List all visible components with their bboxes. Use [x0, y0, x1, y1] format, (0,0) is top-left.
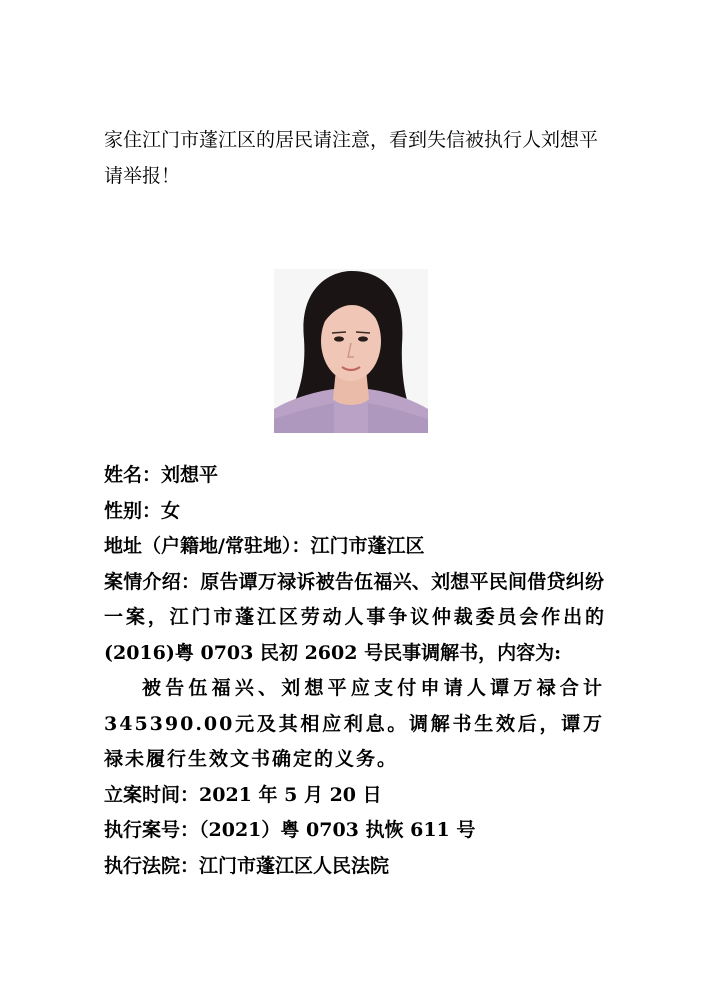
notice-text: 家住江门市蓬江区的居民请注意，看到失信被执行人刘想平请举报！ — [104, 129, 599, 187]
gender-row — [104, 494, 604, 530]
filing-value: 2021 年 5 月 20 日 — [199, 783, 382, 806]
case-intro: 原告谭万禄诉被告伍福兴、刘想平民间借贷纠纷一案，江门市蓬江区劳动人事争议仲裁委员会作出的(2016)粤 0703 民初 2602 号民事调解书，内容为: — [104, 570, 604, 664]
address-value: 江门市蓬江区 — [310, 535, 425, 557]
filing-row — [104, 778, 604, 814]
gender-label: 性别： — [104, 499, 162, 522]
case-no-value: （2021）粤 0703 执恢 611 号 — [199, 819, 476, 841]
name-value: 刘想平 — [161, 464, 219, 486]
address-label: 地址（户籍地/常驻地）： — [104, 535, 311, 557]
court-value: 江门市蓬江区人民法院 — [199, 854, 390, 877]
gender-value: 女 — [161, 499, 181, 522]
person-portrait-icon — [274, 269, 428, 433]
case-label: 案情介绍： — [104, 570, 201, 593]
name-row — [104, 458, 604, 494]
person-info — [104, 458, 604, 884]
court-label: 执行法院： — [104, 854, 200, 877]
case-no-row — [104, 813, 604, 849]
person-photo — [274, 269, 428, 433]
filing-label: 立案时间： — [104, 783, 200, 806]
case-no-label: 执行案号： — [104, 819, 200, 841]
name-label: 姓名： — [104, 464, 162, 486]
court-row — [104, 849, 604, 885]
address-row — [104, 529, 604, 565]
case-detail: 被告伍福兴、刘想平应支付申请人谭万禄合计345390.00元及其相应利息。调解书生效后，谭万禄未履行生效文书确定的义务。 — [104, 677, 604, 770]
case-intro-row — [104, 565, 604, 672]
